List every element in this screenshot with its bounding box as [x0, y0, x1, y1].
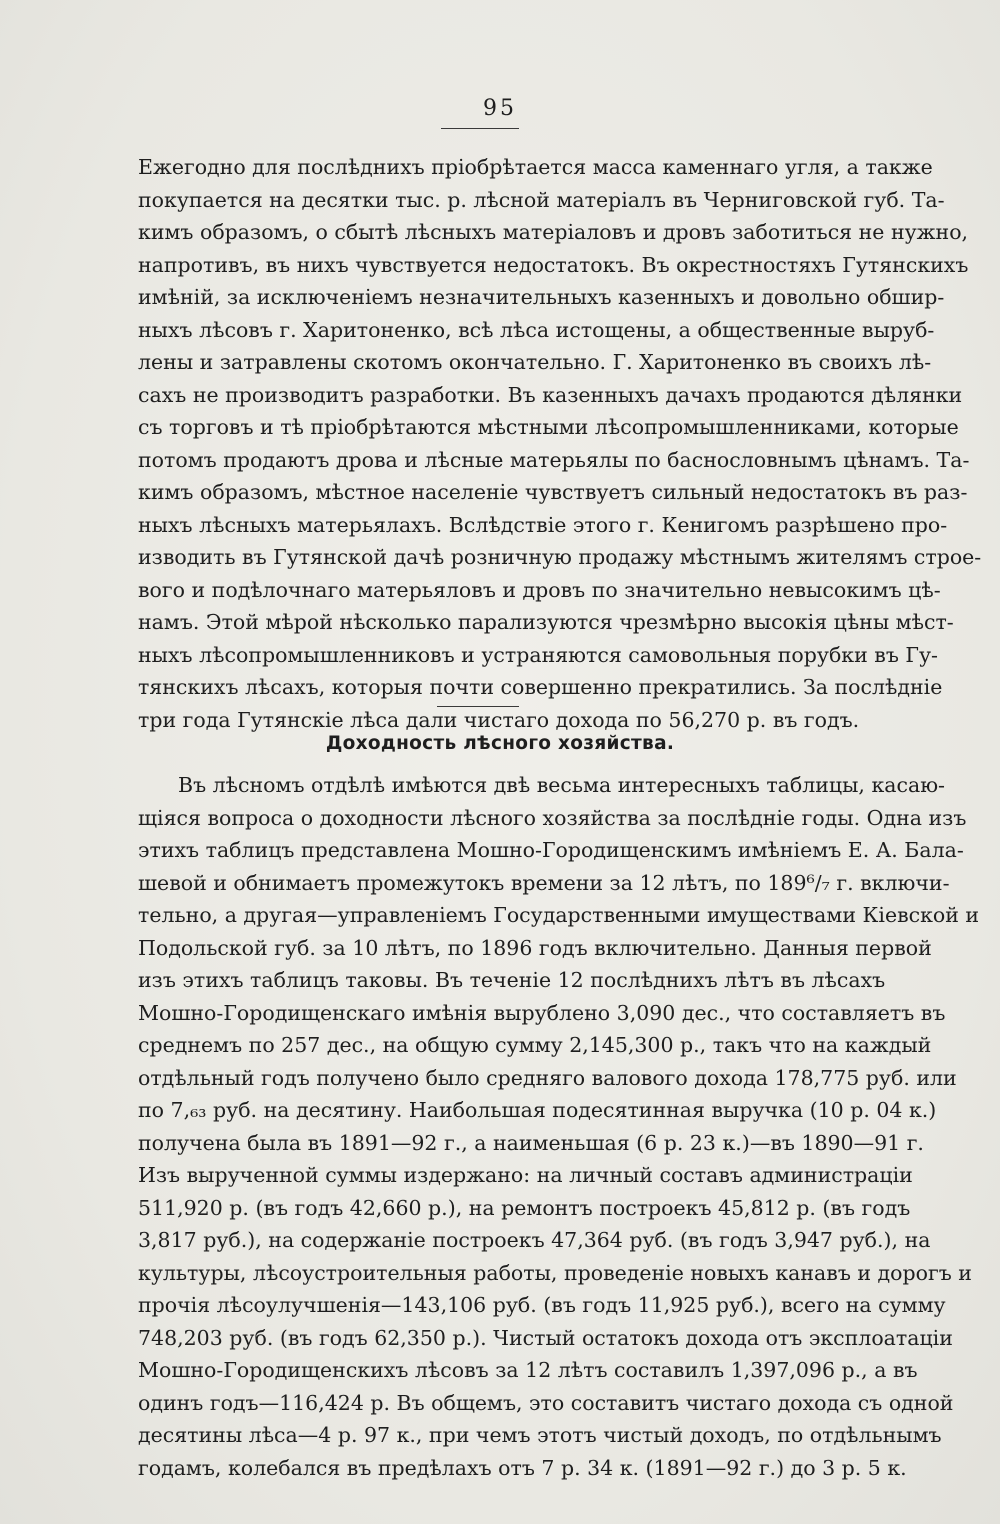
text-line: ныхъ лѣсныхъ матерьялахъ. Вслѣдствіе этого г. Кенигомъ разрѣшено про- [138, 512, 948, 537]
text-line: намъ. Этой мѣрой нѣсколько парализуются чрезмѣрно высокія цѣны мѣст- [138, 610, 954, 634]
text-line: кимъ образомъ, мѣстное населеніе чувствуетъ сильный недостатокъ въ раз- [138, 480, 968, 504]
text-line: ныхъ лѣсопромышленниковъ и устраняются самовольныя порубки въ Гу- [138, 642, 938, 667]
text-line: Изъ вырученной суммы издержано: на личный составъ администраціи [138, 1163, 913, 1187]
text-line: Въ лѣсномъ отдѣлѣ имѣются двѣ весьма интересныхъ таблицы, касаю- [178, 773, 945, 797]
text-line: по 7,₆₃ руб. на десятину. Наибольшая подесятинная выручка (10 р. 04 к.) [138, 1098, 937, 1122]
text-line: 511,920 р. (въ годъ 42,660 р.), на ремонтъ построекъ 45,812 р. (въ годъ [138, 1195, 911, 1220]
text-line: лены и затравлены скотомъ окончательно. Г. Харитоненко въ своихъ лѣ- [138, 350, 932, 374]
header-rule [441, 128, 519, 129]
text-line: сахъ не производитъ разработки. Въ казенныхъ дачахъ продаются дѣлянки [138, 382, 963, 407]
text-line: Подольской губ. за 10 лѣтъ, по 1896 годъ включительно. Данныя первой [138, 935, 932, 960]
text-line: покупается на десятки тыс. р. лѣсной матеріалъ въ Черниговской губ. Та- [138, 187, 945, 212]
page-number: 95 [483, 96, 517, 121]
text-line: изъ этихъ таблицъ таковы. Въ теченіе 12 послѣднихъ лѣтъ въ лѣсахъ [138, 968, 886, 992]
text-line: культуры, лѣсоустроительныя работы, проведеніе новыхъ канавъ и дорогъ и [138, 1260, 972, 1285]
text-line: щіяся вопроса о доходности лѣсного хозяйства за послѣдніе годы. Одна изъ [138, 805, 967, 830]
text-line: 3,817 руб.), на содержаніе построекъ 47,364 руб. (въ годъ 3,947 руб.), на [138, 1228, 931, 1252]
text-line: получена была въ 1891—92 г., а наименьшая (6 р. 23 к.)—въ 1890—91 г. [138, 1130, 924, 1155]
text-line: 748,203 руб. (въ годъ 62,350 р.). Чистый остатокъ дохода отъ эксплоатаціи [138, 1325, 953, 1350]
text-line: десятины лѣса—4 р. 97 к., при чемъ этотъ чистый доходъ, по отдѣльнымъ [138, 1423, 942, 1447]
text-line: кимъ образомъ, о сбытѣ лѣсныхъ матеріаловъ и дровъ заботиться не нужно, [138, 220, 969, 244]
text-line: потомъ продаютъ дрова и лѣсные матерьялы по баснословнымъ цѣнамъ. Та- [138, 447, 970, 472]
text-line: три года Гутянскіе лѣса дали чистаго дохода по 56,270 р. въ годъ. [138, 707, 860, 732]
text-line: тельно, а другая—управленіемъ Государственными имуществами Кіевской и [138, 903, 980, 927]
text-line: ныхъ лѣсовъ г. Харитоненко, всѣ лѣса истощены, а общественные выруб- [138, 317, 935, 342]
text-line: прочія лѣсоулучшенія—143,106 руб. (въ годъ 11,925 руб.), всего на сумму [138, 1293, 946, 1317]
text-line: съ торговъ и тѣ пріобрѣтаются мѣстными лѣсопромышленниками, которые [138, 415, 959, 439]
text-line: Мошно-Городищенскихъ лѣсовъ за 12 лѣтъ составилъ 1,397,096 р., а въ [138, 1358, 918, 1382]
text-line: этихъ таблицъ представлена Мошно-Городищенскимъ имѣніемъ Е. А. Бала- [138, 838, 964, 862]
text-line: одинъ годъ—116,424 р. Въ общемъ, это составитъ чистаго дохода съ одной [138, 1390, 954, 1415]
text-line: изводить въ Гутянской дачѣ розничную продажу мѣстнымъ жителямъ строе- [138, 545, 982, 569]
text-line: Ежегодно для послѣднихъ пріобрѣтается масса каменнаго угля, а также [138, 155, 933, 179]
text-line: среднемъ по 257 дес., на общую сумму 2,145,300 р., такъ что на каждый [138, 1033, 932, 1057]
text-line: шевой и обнимаетъ промежутокъ времени за 12 лѣтъ, по 189⁶/₇ г. включи- [138, 870, 950, 895]
paragraph-1 [138, 151, 982, 736]
text-line: вого и подѣлочнаго матерьяловъ и дровъ по значительно невысокимъ цѣ- [138, 577, 941, 602]
text-line: имѣній, за исключеніемъ незначительныхъ казенныхъ и довольно обшир- [138, 285, 945, 309]
section-heading: Доходность лѣсного хозяйства. [325, 733, 675, 754]
text-line: напротивъ, въ нихъ чувствуется недостатокъ. Въ окрестностяхъ Гутянскихъ [138, 252, 969, 277]
paragraph-2 [138, 769, 980, 1484]
text-line: отдѣльный годъ получено было средняго валового дохода 178,775 руб. или [138, 1065, 957, 1090]
text-line: тянскихъ лѣсахъ, которыя почти совершенно прекратились. За послѣдніе [138, 675, 943, 699]
text-line: Мошно-Городищенскаго имѣнія вырублено 3,090 дес., что составляетъ въ [138, 1000, 946, 1025]
section-divider [437, 706, 519, 707]
text-line: годамъ, колебался въ предѣлахъ отъ 7 р. 34 к. (1891—92 г.) до 3 р. 5 к. [138, 1455, 907, 1480]
